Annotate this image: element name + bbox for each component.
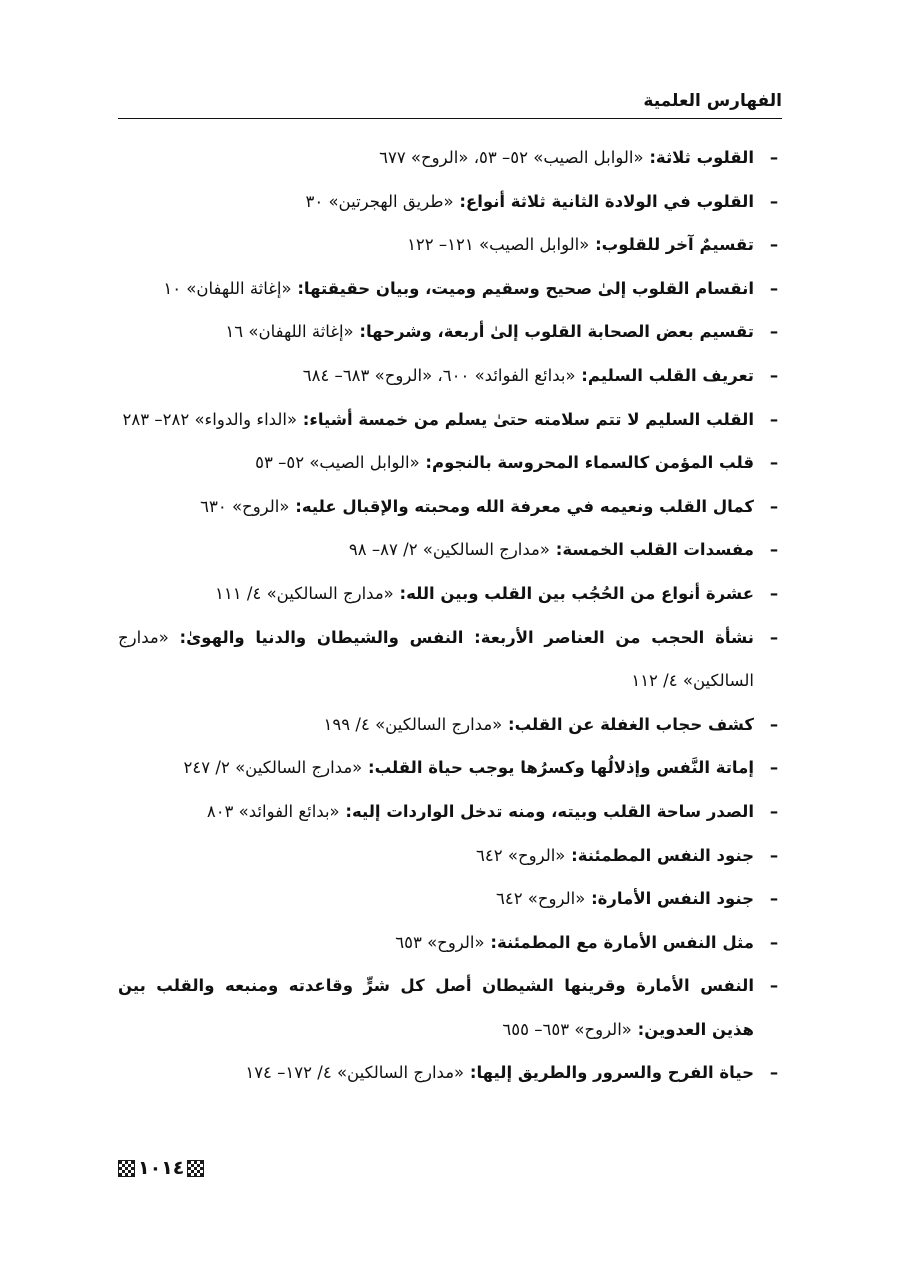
index-entry — [118, 528, 782, 572]
entry-topic: النفس الأمارة وقرينها الشيطان أصل كل شرٍّ وقاعدته ومنبعه والقلب بين هذين العدوين: — [118, 976, 754, 1039]
index-entry — [118, 703, 782, 747]
entry-topic: تقسيمٌ آخر للقلوب: — [589, 235, 754, 255]
entry-reference: «الروح» ٦٤٢ — [476, 845, 566, 865]
index-entry — [118, 877, 782, 921]
list-dash: – — [769, 540, 779, 560]
index-entry — [118, 572, 782, 616]
entry-topic: القلب السليم لا تتم سلامته حتىٰ يسلم من خمسة أشياء: — [297, 409, 754, 429]
entry-topic: إماتة النَّفس وإذلالُها وكسرُها يوجب حياة القلب: — [362, 758, 754, 778]
entry-reference: «الروح» ٦٣٠ — [200, 496, 290, 516]
entry-reference: «مدارج السالكين» ٢/ ٨٧– ٩٨ — [348, 540, 550, 560]
entry-topic: حياة الفرح والسرور والطريق إليها: — [464, 1063, 754, 1083]
entry-reference: «مدارج السالكين» ٢/ ٢٤٧ — [183, 758, 363, 778]
index-entry — [118, 310, 782, 354]
list-dash: – — [769, 932, 779, 952]
running-head — [118, 86, 782, 116]
list-dash: – — [769, 191, 779, 211]
index-entry — [118, 180, 782, 224]
entry-topic: قلب المؤمن كالسماء المحروسة بالنجوم: — [419, 453, 754, 473]
entry-reference: «بدائع الفوائد» ٨٠٣ — [206, 801, 340, 821]
entry-reference: «الوابل الصيب» ٥٢– ٥٣ — [255, 453, 420, 473]
index-entry — [118, 398, 782, 442]
entry-reference: «الوابل الصيب» ٥٢– ٥٣، «الروح» ٦٧٧ — [379, 148, 644, 167]
entry-topic: مثل النفس الأمارة مع المطمئنة: — [484, 932, 754, 952]
page-folio — [118, 1153, 204, 1183]
entry-topic: القلوب في الولادة الثانية ثلاثة أنواع: — [453, 191, 754, 211]
list-dash: – — [769, 496, 779, 516]
list-dash: – — [769, 758, 779, 778]
index-entry — [118, 1051, 782, 1095]
header-rule — [118, 118, 782, 119]
list-dash: – — [769, 235, 779, 255]
entry-reference: «إغاثة اللهفان» ١٠ — [163, 278, 292, 298]
entry-reference: «مدارج السالكين» ٤/ ١٩٩ — [323, 714, 503, 734]
list-dash: – — [769, 1063, 779, 1083]
entry-reference: «الروح» ٦٤٢ — [495, 889, 586, 909]
entry-reference: «الوابل الصيب» ١٢١– ١٢٢ — [407, 235, 590, 255]
index-entry — [118, 136, 782, 180]
index-entry — [118, 485, 782, 529]
index-entry — [118, 354, 782, 398]
index-entry — [118, 267, 782, 311]
list-dash: – — [769, 801, 779, 821]
entry-reference: «مدارج السالكين» ٤/ ١٧٢– ١٧٤ — [245, 1063, 465, 1083]
entry-reference: «إغاثة اللهفان» ١٦ — [225, 322, 354, 342]
index-entry — [118, 746, 782, 790]
entry-topic: تقسيم بعض الصحابة القلوب إلىٰ أربعة، وشرحها: — [353, 322, 754, 342]
entry-reference: «الروح» ٦٥٣ — [395, 932, 485, 952]
entry-topic: القلوب ثلاثة: — [643, 148, 754, 167]
entry-topic: عشرة أنواع من الحُجُب بين القلب وبين الله: — [393, 583, 754, 603]
list-dash: – — [769, 453, 779, 473]
entry-topic: تعريف القلب السليم: — [575, 365, 754, 385]
entry-topic: كشف حجاب الغفلة عن القلب: — [502, 714, 754, 734]
list-dash: – — [769, 627, 779, 647]
index-entry — [118, 921, 782, 965]
list-dash: – — [769, 845, 779, 865]
entry-reference: «الروح» ٦٥٣– ٦٥٥ — [502, 1019, 632, 1039]
running-title: الفهارس العلمية — [643, 91, 782, 111]
list-dash: – — [769, 409, 779, 429]
list-dash: – — [769, 365, 779, 385]
entry-topic: الصدر ساحة القلب وبيته، ومنه تدخل الواردات إليه: — [339, 801, 754, 821]
entry-topic: كمال القلب ونعيمه في معرفة الله ومحبته والإقبال عليه: — [289, 496, 754, 516]
page-number: ١٠١٤ — [138, 1157, 185, 1179]
right-ornament-icon — [187, 1160, 204, 1177]
index-entries-list — [118, 136, 782, 1095]
list-dash: – — [769, 583, 779, 603]
index-entry — [118, 964, 782, 1051]
entry-topic: انقسام القلوب إلىٰ صحيح وسقيم وميت، وبيان حقيقتها: — [291, 278, 754, 298]
entry-reference: «مدارج السالكين» ٤/ ١١١ — [215, 583, 394, 603]
entry-topic: مفسدات القلب الخمسة: — [549, 540, 754, 560]
index-entry — [118, 790, 782, 834]
index-entry — [118, 616, 782, 703]
list-dash: – — [769, 148, 779, 167]
list-dash: – — [769, 976, 779, 996]
entry-reference: «بدائع الفوائد» ٦٠٠، «الروح» ٦٨٣– ٦٨٤ — [302, 365, 576, 385]
index-entry — [118, 441, 782, 485]
list-dash: – — [769, 322, 779, 342]
entry-reference: «الداء والدواء» ٢٨٢– ٢٨٣ — [122, 409, 298, 429]
index-entry — [118, 223, 782, 267]
entry-topic: جنود النفس المطمئنة: — [565, 845, 754, 865]
entry-topic: جنود النفس الأمارة: — [585, 889, 754, 909]
list-dash: – — [769, 714, 779, 734]
list-dash: – — [769, 278, 779, 298]
entry-topic: نشأة الحجب من العناصر الأربعة: النفس والشيطان والدنيا والهوىٰ: — [168, 627, 754, 647]
entry-reference: «مدارج السالكين» ٤/ ١١٢ — [118, 627, 754, 691]
list-dash: – — [769, 889, 779, 909]
entry-reference: «طريق الهجرتين» ٣٠ — [305, 191, 454, 211]
index-entry — [118, 834, 782, 878]
left-ornament-icon — [118, 1160, 135, 1177]
